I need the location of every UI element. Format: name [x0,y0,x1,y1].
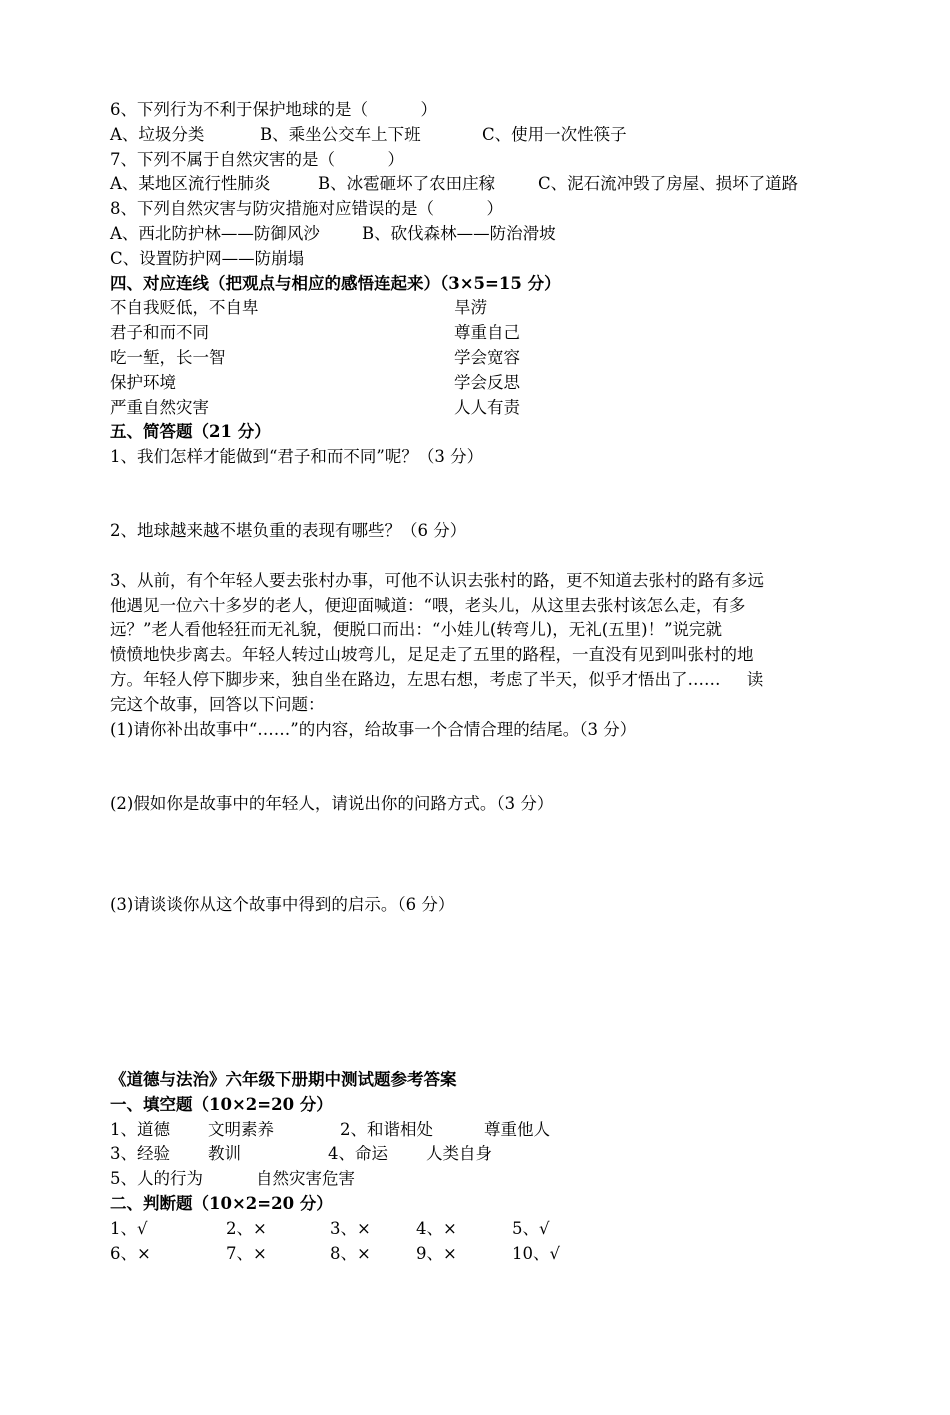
story-line: 他遇见一位六十多岁的老人，便迎面喊道：“喂，老头儿，从这里去张村该怎么走，有多 [110,595,746,615]
answer-item: 尊重他人 [484,1119,550,1139]
fill-answer-row [110,1118,850,1143]
option-a: A、西北防护林——防御风沙 [110,223,320,243]
question-8: 8、下列自然灾害与防灾措施对应错误的是（ ） [110,199,503,219]
option-b: B、冰雹砸坏了农田庄稼 [318,174,496,194]
question-8-option-c: C、设置防护网——防崩塌 [110,248,305,268]
exam-page [110,98,850,1266]
matching-heading: 四、对应连线（把观点与相应的感悟连起来）（3×5=15 分） [110,273,561,293]
answer-item: 6、× [110,1243,151,1263]
matching-right-item: 旱涝 [454,298,487,318]
answer-item: 教训 [208,1144,241,1164]
answer-item: 4、命运 [328,1144,388,1164]
answer-item: 7、× [226,1243,267,1263]
story-sub-question-2: (2)假如你是故事中的年轻人，请说出你的问路方式。（3 分） [110,794,554,814]
fill-answer-row [110,1142,850,1167]
story-line: 愤愤地快步离去。年轻人转过山坡弯儿，足足走了五里的路程，一直没有见到叫张村的地 [110,645,754,665]
fill-answer-row [110,1167,850,1192]
answer-item: 1、√ [110,1218,148,1238]
answer-item: 2、× [226,1218,267,1238]
answer-item: 4、× [416,1218,457,1238]
option-a: A、垃圾分类 [110,124,205,144]
story-sub-question-3: (3)请谈谈你从这个故事中得到的启示。（6 分） [110,895,455,915]
short-answer-q2: 2、地球越来越不堪负重的表现有哪些？（6 分） [110,520,467,540]
judge-answer-row [110,1217,850,1242]
judge-answer-row [110,1242,850,1267]
story-paragraph [110,569,840,718]
option-b: B、乘坐公交车上下班 [260,124,421,144]
option-c: C、泥石流冲毁了房屋、损坏了道路 [538,174,799,194]
answer-item: 人类自身 [426,1144,492,1164]
answer-item: 3、× [330,1218,371,1238]
matching-row [110,296,850,321]
matching-right-item: 学会宽容 [454,347,520,367]
answer-item: 5、人的行为 [110,1169,203,1189]
fill-answers-heading: 一、填空题（10×2=20 分） [110,1094,333,1114]
matching-left-item: 君子和而不同 [110,323,209,343]
question-6: 6、下列行为不利于保护地球的是（ ） [110,100,437,119]
option-c: C、使用一次性筷子 [482,124,627,144]
story-line: 完这个故事，回答以下问题： [110,694,325,714]
question-7-options [110,172,850,197]
answer-item: 9、× [416,1243,457,1263]
matching-row [110,321,850,346]
matching-row [110,346,850,371]
judge-answers-heading: 二、判断题（10×2=20 分） [110,1193,333,1213]
answer-item: 2、和谐相处 [340,1119,433,1139]
matching-left-item: 保护环境 [110,372,176,392]
short-answer-q1: 1、我们怎样才能做到“君子和而不同”呢？（3 分） [110,447,484,467]
matching-row [110,371,850,396]
story-sub-question-1: (1)请你补出故事中“……”的内容，给故事一个合情合理的结尾。（3 分） [110,719,637,739]
answer-item: 10、√ [512,1243,561,1263]
answer-item: 3、经验 [110,1144,170,1164]
matching-left-item: 吃一堑，长一智 [110,347,226,367]
question-8-options [110,222,850,247]
story-line: 3、从前，有个年轻人要去张村办事，可他不认识去张村的路，更不知道去张村的路有多远 [110,570,764,590]
answer-item: 自然灾害危害 [256,1169,355,1189]
matching-right-item: 尊重自己 [454,323,520,343]
answer-item: 8、× [330,1243,371,1263]
option-a: A、某地区流行性肺炎 [110,174,271,194]
option-b: B、砍伐森林——防治滑坡 [362,223,556,243]
story-line: 方。年轻人停下脚步来，独自坐在路边，左思右想，考虑了半天，似乎才悟出了…… 读 [110,669,764,689]
matching-left-item: 严重自然灾害 [110,397,209,417]
question-7: 7、下列不属于自然灾害的是（ ） [110,149,404,169]
answer-item: 1、道德 [110,1119,170,1139]
question-6-options [110,123,850,148]
short-answer-heading: 五、简答题（21 分） [110,422,271,442]
story-line: 远？”老人看他轻狂而无礼貌，便脱口而出：“小娃儿(转弯儿)，无礼(五里)！”说完就 [110,620,723,640]
answer-item: 5、√ [512,1218,550,1238]
matching-left-item: 不自我贬低，不自卑 [110,298,259,318]
matching-right-item: 学会反思 [454,372,520,392]
answer-item: 文明素养 [208,1119,274,1139]
answer-key-title: 《道德与法治》六年级下册期中测试题参考答案 [110,1069,457,1089]
matching-right-item: 人人有责 [454,397,520,417]
matching-row [110,396,850,421]
